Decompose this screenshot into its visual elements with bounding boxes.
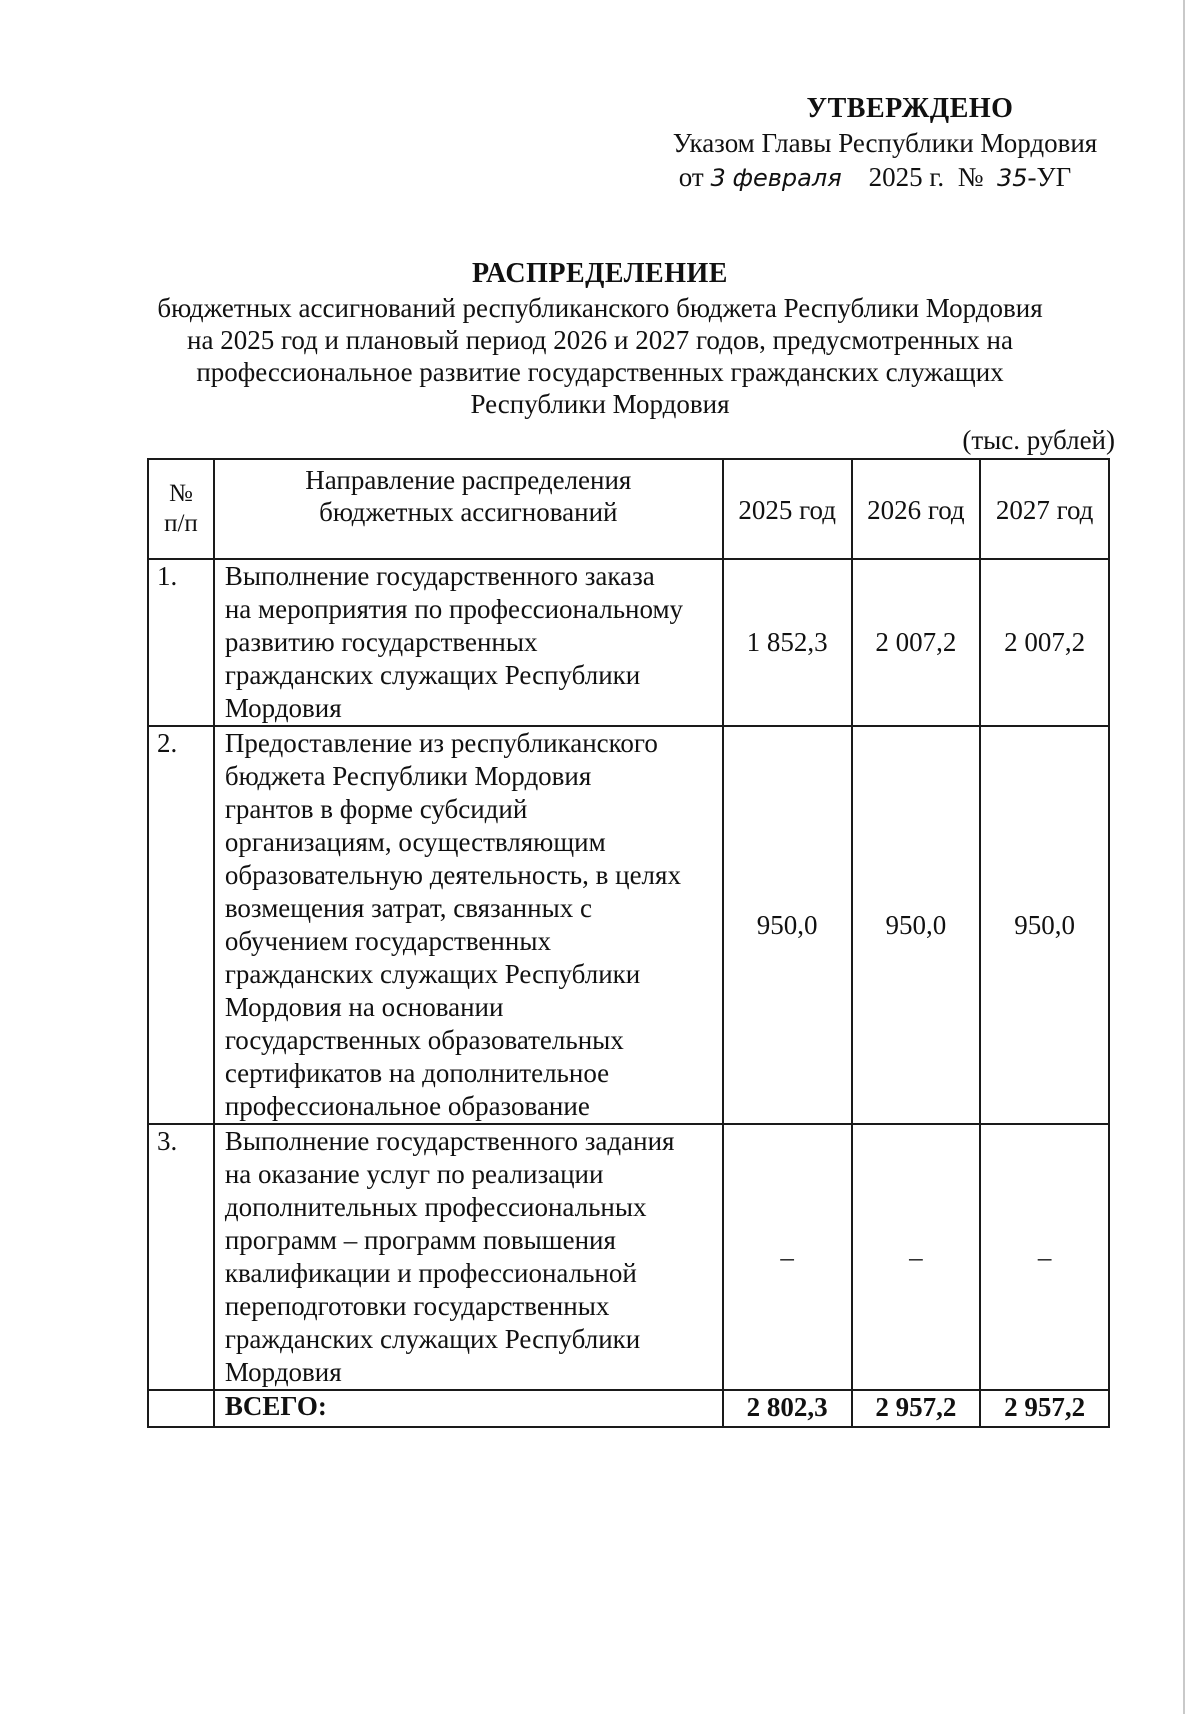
- direction-line: обучением государственных: [224, 926, 551, 956]
- row-value-2027: 950,0: [980, 726, 1109, 1124]
- row-direction: [214, 1124, 723, 1390]
- direction-line: Выполнение государственного заказа: [224, 561, 655, 591]
- table-header-row: [148, 459, 1109, 559]
- row-value-2027: –: [980, 1124, 1109, 1390]
- row-number: 2.: [148, 726, 214, 1124]
- direction-line: грантов в форме субсидий: [224, 794, 528, 824]
- direction-line: образовательную деятельность, в целях: [224, 860, 681, 890]
- approval-block: [560, 92, 1150, 195]
- total-value-2026: 2 957,2: [852, 1390, 981, 1427]
- direction-line: на мероприятия по профессиональному: [224, 594, 684, 624]
- direction-line: Мордовия: [224, 1357, 342, 1387]
- total-label: ВСЕГО:: [214, 1390, 723, 1427]
- row-value-2026: 950,0: [852, 726, 981, 1124]
- subtitle-line: на 2025 год и плановый период 2026 и 2027 годов, предусмотренных на: [187, 325, 1013, 355]
- direction-line: сертификатов на дополнительное: [224, 1058, 610, 1088]
- direction-line: на оказание услуг по реализации: [224, 1159, 604, 1189]
- date-year: 2025 г.: [868, 162, 945, 192]
- subtitle-line: бюджетных ассигнований республиканского бюджета Республики Мордовия: [157, 293, 1043, 323]
- header-direction-line: бюджетных ассигнований: [319, 497, 618, 527]
- direction-line: Предоставление из республиканского: [224, 728, 658, 758]
- total-value-2025: 2 802,3: [723, 1390, 852, 1427]
- row-number: 3.: [148, 1124, 214, 1390]
- decree-number-suffix: -УГ: [1027, 162, 1072, 192]
- row-number: 1.: [148, 559, 214, 726]
- budget-table: [147, 458, 1110, 1428]
- document-heading: [100, 258, 1100, 420]
- row-value-2025: 1 852,3: [723, 559, 852, 726]
- header-direction: [214, 459, 723, 559]
- direction-line: Мордовия на основании: [224, 992, 504, 1022]
- total-value-2027: 2 957,2: [980, 1390, 1109, 1427]
- row-direction: [214, 726, 723, 1124]
- units-label: (тыс. рублей): [962, 425, 1115, 455]
- table-row: [148, 559, 1109, 726]
- direction-line: возмещения затрат, связанных с: [224, 893, 592, 923]
- row-value-2026: –: [852, 1124, 981, 1390]
- direction-line: государственных образовательных: [224, 1025, 624, 1055]
- subtitle-line: Республики Мордовия: [470, 389, 730, 419]
- decree-number: 35: [996, 164, 1028, 192]
- direction-line: организациям, осуществляющим: [224, 827, 606, 857]
- header-number-abbr: п/п: [164, 510, 198, 537]
- direction-line: гражданских служащих Республики: [224, 1324, 641, 1354]
- direction-line: переподготовки государственных: [224, 1291, 610, 1321]
- decree-date-line: [560, 160, 1150, 195]
- direction-line: программ – программ повышения: [224, 1225, 616, 1255]
- row-value-2025: –: [723, 1124, 852, 1390]
- decree-line: Указом Главы Республики Мордовия: [672, 128, 1098, 158]
- direction-line: гражданских служащих Республики: [224, 959, 641, 989]
- header-direction-line: Направление распределения: [305, 465, 632, 495]
- row-value-2026: 2 007,2: [852, 559, 981, 726]
- direction-line: бюджета Республики Мордовия: [224, 761, 592, 791]
- table-row: [148, 726, 1109, 1124]
- header-2027: 2027 год: [980, 459, 1109, 559]
- date-prefix: от: [678, 162, 704, 192]
- number-sign: №: [957, 162, 984, 192]
- row-direction: [214, 559, 723, 726]
- date-month: февраля: [732, 164, 842, 192]
- date-day: 3: [710, 164, 726, 192]
- direction-line: развитию государственных: [224, 627, 538, 657]
- document-title: РАСПРЕДЕЛЕНИЕ: [472, 258, 728, 289]
- direction-line: Мордовия: [224, 693, 342, 723]
- direction-line: профессиональное образование: [224, 1091, 590, 1121]
- table-total-row: [148, 1390, 1109, 1427]
- page-edge: [1183, 0, 1185, 1714]
- direction-line: квалификации и профессиональной: [224, 1258, 637, 1288]
- header-number-sign: №: [168, 480, 193, 507]
- approved-stamp-title: УТВЕРЖДЕНО: [806, 93, 1014, 124]
- direction-line: Выполнение государственного задания: [224, 1126, 675, 1156]
- total-number-cell: [148, 1390, 214, 1427]
- row-value-2027: 2 007,2: [980, 559, 1109, 726]
- direction-line: дополнительных профессиональных: [224, 1192, 647, 1222]
- table-row: [148, 1124, 1109, 1390]
- subtitle-line: профессиональное развитие государственных гражданских служащих: [196, 357, 1004, 387]
- direction-line: гражданских служащих Республики: [224, 660, 641, 690]
- header-2026: 2026 год: [852, 459, 981, 559]
- row-value-2025: 950,0: [723, 726, 852, 1124]
- header-2025: 2025 год: [723, 459, 852, 559]
- header-number: [148, 459, 214, 559]
